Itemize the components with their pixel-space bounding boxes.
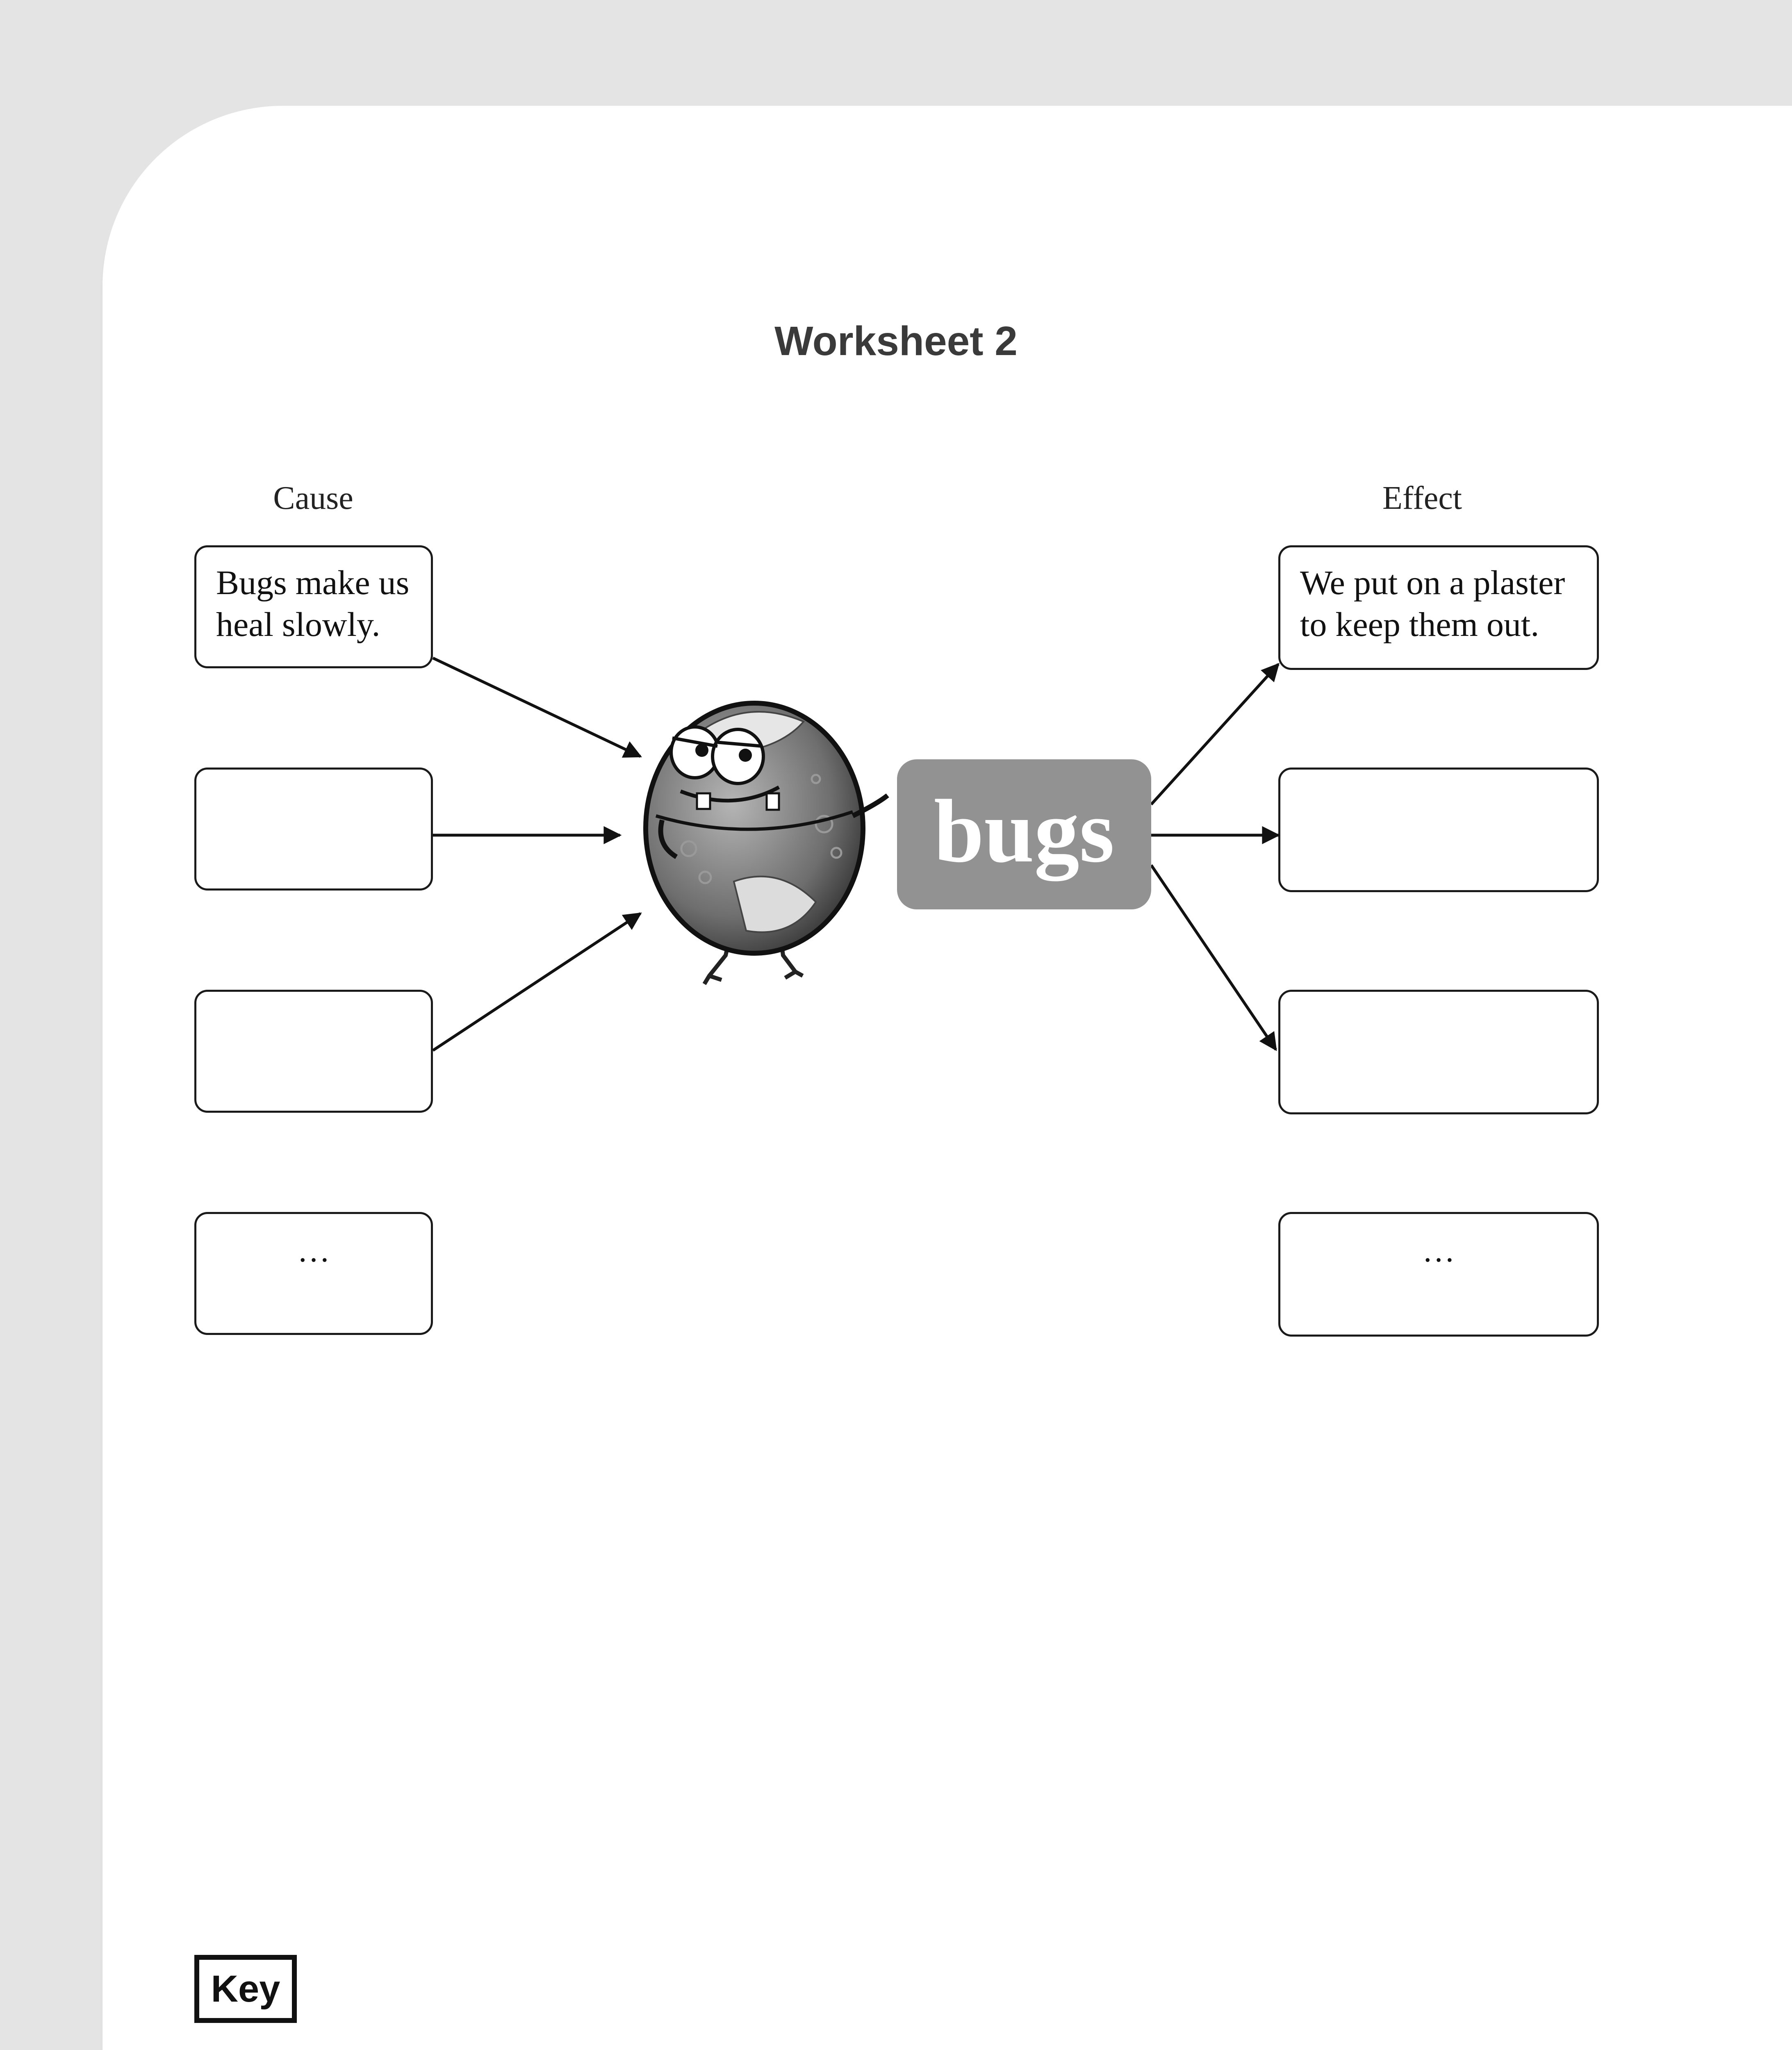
bug-cartoon-icon — [646, 703, 888, 984]
effect-box-1-text: We put on a plaster to keep them out. — [1300, 564, 1565, 644]
arrow-cause-3 — [433, 913, 640, 1050]
arrow-effect-1 — [1151, 664, 1278, 804]
arrow-cause-1 — [433, 658, 640, 756]
cause-box-1-text: Bugs make us heal slowly. — [216, 564, 410, 644]
center-word-bugs: bugs — [897, 759, 1151, 909]
effect-box-4-text: … — [1422, 1233, 1455, 1269]
effect-label: Effect — [1382, 480, 1462, 516]
page-title: Worksheet 2 — [774, 318, 1018, 364]
cause-box-4-text: … — [297, 1233, 330, 1269]
key-label: Key — [194, 1955, 297, 2023]
cause-label: Cause — [273, 480, 353, 516]
arrow-effect-3 — [1151, 865, 1276, 1050]
